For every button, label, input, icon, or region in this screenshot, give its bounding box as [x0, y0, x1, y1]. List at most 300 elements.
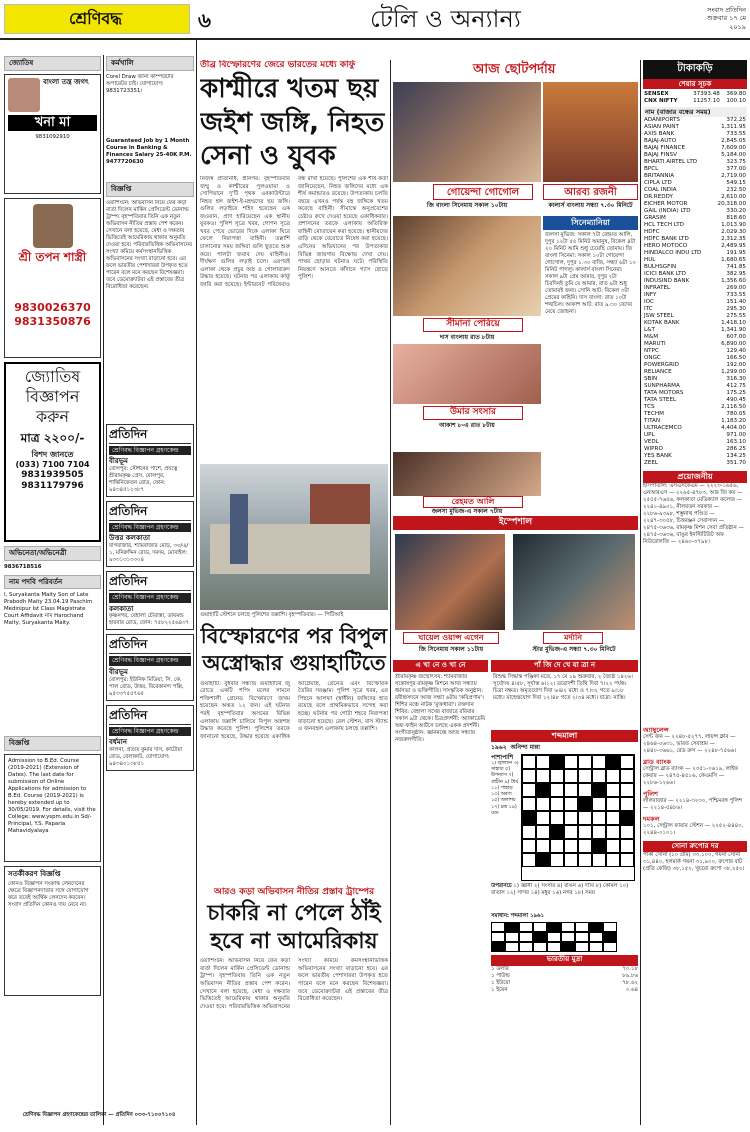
- guru-photo: [33, 204, 73, 248]
- headline-trump: চাকরি না পেলে ঠাঁই হবে না আমেরিকায়: [207, 901, 381, 955]
- abhineta-heading: অভিনেতা/অভিনেত্রী: [4, 546, 101, 561]
- stock-price: 166.50: [726, 354, 746, 361]
- table-row: [643, 306, 747, 313]
- stock-name: INDUSIND BANK: [644, 277, 690, 284]
- prev-solution: সমাধান: শব্দমালা ১৯৬১: [491, 913, 544, 919]
- stock-price: 1,356.60: [721, 277, 746, 284]
- pratidin-kendra-4: [106, 634, 194, 700]
- solution-cell: [603, 922, 617, 932]
- index-name: SENSEX: [644, 91, 669, 98]
- stock-name: UPL: [644, 431, 655, 438]
- table-row: [643, 355, 747, 362]
- kendra-area: কলকাতা: [109, 604, 134, 613]
- sabdamala-heading: শব্দমালা: [491, 730, 638, 742]
- solution-cell: [547, 922, 561, 932]
- stock-name: BAJAJ FINANCE: [644, 145, 685, 152]
- fire-list: ১০১, সেন্ট্রাল ফায়ার স্টেশন — ২২৫২-৪৪৪০, ২২৪৪-০১০১।: [643, 823, 744, 837]
- stock-price: 4,404.00: [721, 424, 746, 431]
- crossword-cell[interactable]: [564, 783, 578, 797]
- solution-cell: [603, 942, 617, 952]
- crossword-cell[interactable]: [536, 811, 550, 825]
- stock-name: BHARTI AIRTEL LTD: [644, 159, 698, 166]
- currency-name: ১ পাউন্ড: [491, 973, 510, 980]
- currency-value: ৮৯.৮৬: [622, 973, 638, 980]
- crossword-cell[interactable]: [620, 783, 634, 797]
- col-rule-3: [390, 60, 391, 1125]
- table-row: [643, 411, 747, 418]
- share-heading: শেয়ার সূচক: [643, 79, 747, 90]
- rate-ad-line-2: বিজ্ঞাপন: [25, 386, 80, 406]
- table-row: [643, 348, 747, 355]
- crossword-cell: [550, 825, 564, 839]
- section-tab: [4, 4, 190, 34]
- crossword-cell[interactable]: [592, 825, 606, 839]
- solution-cell: [575, 942, 589, 952]
- stock-price: 286.25: [726, 445, 746, 452]
- crossword-cell[interactable]: [620, 755, 634, 769]
- crossword-cell[interactable]: [522, 797, 536, 811]
- stock-name: SUNPHARMA: [644, 382, 680, 389]
- show-umar-time: আকাশ ৮-এ রাত ৮টায়: [439, 422, 495, 429]
- table-row: [643, 292, 747, 299]
- crossword-cell[interactable]: [550, 811, 564, 825]
- crossword-cell[interactable]: [550, 797, 564, 811]
- crossword-cell[interactable]: [578, 783, 592, 797]
- show-gogol-name: গোয়েন্দা গোগোল: [433, 184, 533, 200]
- table-row: [643, 180, 747, 187]
- warning-heading: সতর্কীকরণ বিজ্ঞপ্তি: [8, 870, 61, 879]
- crossword-cell[interactable]: [578, 769, 592, 783]
- puzzle-author: অনিন্দ্য মান্না: [510, 744, 540, 751]
- stock-price: 818.60: [726, 215, 746, 222]
- table-row: [643, 334, 747, 341]
- crossword-cell[interactable]: [592, 853, 606, 867]
- show-gogol-time: জি বাংলা সিনেমায় সকাল ১০টায়: [426, 202, 508, 209]
- solution-cell: [589, 922, 603, 932]
- section-title: শ্রেণিবদ্ধ: [69, 9, 123, 28]
- panjika-text: বিশুদ্ধ সিদ্ধান্ত পঞ্জিকা মতে, ১৭ মে ১৯ শুক্রবার, ২ জ্যৈষ্ঠ ১৪২৬। সূর্যোদয় ৪।৫৮, সূর্যাস্ত ৬।১২। ত্রয়োদশী তিথি দিবা ৭।২২ পর্যন্ত। চিত্রা নক্ষত্র। অমৃতযোগ দিবা ৬।৪২ মধ্যে ও ৭।৩২ গতে ৯।১৮ মধ্যে। মাহেন্দ্রযোগ দিবা ১২।৪৮ গতে ২।৩৪ মধ্যে। যাত্রা: নাস্তি।: [493, 674, 633, 702]
- clues-across: [491, 754, 519, 882]
- stock-name: BAJAJ-AUTO: [644, 138, 677, 145]
- stock-price: 733.55: [726, 131, 746, 138]
- stock-price: 134.25: [726, 452, 746, 459]
- table-row: [491, 980, 638, 987]
- special2-time: স্টার মুভিজ-এ সন্ধ্যা ৭.৩০ মিনিটে: [532, 646, 616, 653]
- solution-cell: [533, 942, 547, 952]
- crossword-cell[interactable]: [620, 769, 634, 783]
- crossword-cell[interactable]: [620, 797, 634, 811]
- stock-price: 323.75: [726, 159, 746, 166]
- crossword-cell[interactable]: [564, 811, 578, 825]
- jyotish-rate-ad: [4, 362, 101, 542]
- table-row: [643, 98, 747, 105]
- stock-price: 7,609.00: [721, 145, 746, 152]
- ambulance-heading: অ্যাম্বুলেন্স: [643, 725, 669, 734]
- table-row: [643, 439, 747, 446]
- ghayal-photo: [395, 534, 505, 630]
- crossword-cell[interactable]: [620, 825, 634, 839]
- crossword-cell[interactable]: [522, 853, 536, 867]
- table-row: [643, 369, 747, 376]
- table-row: [643, 320, 747, 327]
- down-list: ১) জ্ঞানী ২) সংসার ৪) রঙিন ৬) দাবি ৮) কোমল ১০) বাতাস ১২) সাগর ১৪) মধুর ১৬) নগর ১৮) সময়: [491, 883, 629, 897]
- crossword-cell: [536, 783, 550, 797]
- panjika-heading: পাঁ জি দে খে যা ত্রা ন: [491, 660, 638, 672]
- news-column: [200, 60, 388, 1125]
- crossword-cell[interactable]: [620, 839, 634, 853]
- solution-cell: [519, 942, 533, 952]
- puzzle-meta: [491, 744, 638, 752]
- solution-cell: [547, 942, 561, 952]
- bottom-tele: [393, 660, 638, 1030]
- warning-box: [4, 866, 101, 996]
- stock-price: 5,184.00: [721, 152, 746, 159]
- header-rule: [0, 38, 750, 40]
- stock-price: 2,029.30: [721, 229, 746, 236]
- col-rule-2: [196, 40, 197, 1125]
- cinemania-heading: সিনেম্যানিয়া: [543, 216, 638, 230]
- jyotish-ad-top: [8, 78, 97, 112]
- crossword-cell[interactable]: [606, 769, 620, 783]
- table-row: [643, 117, 747, 124]
- table-row: [643, 404, 747, 411]
- stock-name: VEDL: [644, 438, 659, 445]
- panjika-box: [491, 660, 638, 1030]
- rate-ad-phone-3: 9831179796: [21, 481, 84, 491]
- stock-name: MARUTI: [644, 340, 666, 347]
- index-value: 11257.10: [693, 98, 720, 105]
- table-row: [643, 285, 747, 292]
- stock-price: 351.70: [726, 459, 746, 466]
- pratidin-logo: প্রতিদিন: [109, 504, 191, 521]
- fire-heading: দমকল: [643, 815, 660, 824]
- table-row: [643, 383, 747, 390]
- crossword-cell[interactable]: [564, 825, 578, 839]
- naam-heading: নাম পদবি পরিবর্তন: [4, 575, 101, 590]
- crossword-cell[interactable]: [550, 853, 564, 867]
- ekhane-text: শ্রীরামকৃষ্ণ জন্মোৎসব: শ্যামবাজার সন্তোষপুর রামকৃষ্ণ মিশনে আজ সন্ধ্যায় ধর্মসভা ও ভক্তিগীতি। সাংস্কৃতিক অনুষ্ঠান: রবীন্দ্রসদনে আজ সন্ধ্যা ৬টায় 'কবিপ্রণাম'। শিশির মঞ্চে নাটক 'মুক্তধারা'। রক্তদান শিবির: বেহালা সখের বাজারে রবিবার সকাল ৯টা থেকে। চিত্রপ্রদর্শনী: অ্যাকাডেমি অফ ফাইন আর্টসে চলছে একক প্রদর্শনী। সংগীতানুষ্ঠান: জ্ঞানমঞ্চে আজ সন্ধ্যায় নজরুলগীতি।: [395, 674, 486, 744]
- table-row: [643, 222, 747, 229]
- stock-price: 741.85: [726, 264, 746, 271]
- table-row: [643, 201, 747, 208]
- crossword-cell[interactable]: [578, 825, 592, 839]
- table-row: [643, 418, 747, 425]
- currency-heading: ভারতীয় মুদ্রা: [491, 955, 638, 966]
- ekhane-heading: এ খা নে ও খা নে: [393, 660, 488, 672]
- jyotish-ad-title: বাংলা তন্ত্র জগৎ: [43, 77, 89, 86]
- solution-cell: [519, 922, 533, 932]
- issue-date: সংবাদ প্রতিদিন শুক্রবার ১৭ মে ২০১৯: [707, 6, 746, 31]
- stock-name: TATA MOTORS: [644, 389, 684, 396]
- table-row: [643, 446, 747, 453]
- bed-notice: Admission to B.Ed. Course (2019-2021) (Extension of Dates). The last date for submission of Online Applications for admission to B.Ed. Course (2019-2021) is hereby extended up to 30/05/2019. For details, visit the College: www.yspm.edu.in Sd/- Principal, Y.S. Paparia Mahavidyalaya: [4, 754, 101, 862]
- stock-price: 780.05: [726, 410, 746, 417]
- bigyapti-heading: বিজ্ঞপ্তি: [106, 182, 194, 197]
- kendra-area: উত্তর কলকাতা: [109, 534, 151, 543]
- show-arabya-name: আরব্য রজনী: [543, 184, 638, 200]
- arabya-photo: [543, 82, 638, 182]
- police-heading: পুলিশ: [643, 789, 658, 798]
- crossword-cell[interactable]: [564, 755, 578, 769]
- tele-column: [393, 60, 638, 1125]
- table-row: [643, 313, 747, 320]
- crossword-cell[interactable]: [536, 839, 550, 853]
- aaj-title: আজ ছোটপর্দায়: [473, 62, 556, 77]
- special1-name: ঘায়েল ওয়ান্স এগেন: [403, 632, 499, 644]
- crossword-cell[interactable]: [536, 755, 550, 769]
- stock-price: 1,680.65: [721, 257, 746, 264]
- index-table: [643, 91, 747, 105]
- solution-cell: [561, 922, 575, 932]
- table-row: [643, 376, 747, 383]
- crossword-cell[interactable]: [606, 839, 620, 853]
- blood-list: সেন্ট্রাল ব্লাড ব্যাংক — ২৩৫১-০৬১৯, লাইফ কেয়ার — ২৪৭৫-৪৫১৬, কেএমসি — ২২৮৬-১২৬৬।: [643, 765, 738, 786]
- currency-name: ১ ডলার: [491, 966, 509, 973]
- ekhane-box: [393, 660, 488, 1030]
- currency-name: ১ ইউরো: [491, 980, 510, 987]
- aaj-header: [393, 60, 638, 82]
- bigyapti-text: ওয়াশিংটন: অভিবাসন নিয়ে ফের কড়া বার্তা দিলেন মার্কিন প্রেসিডেন্ট ডোনাল্ড ট্রাম্প। বৃহস্পতিবার তিনি এক নতুন অভিবাসন নীতির প্রস্তাব পেশ করেন। সেখানে বলা হয়েছে, মেধা ও দক্ষতার ভিত্তিতেই আমেরিকায় থাকার অনুমতি দেওয়া হবে। পরিবারভিত্তিক অভিবাসনের সংখ্যা কমিয়ে কর্মসংস্থানভিত্তিক অভিবাসনের সংখ্যা বাড়ানো হবে। এর ফলে ভারতীয় পেশাদাররা উপকৃত হতে পারেন বলে মনে করছেন বিশেষজ্ঞরা। তবে ডেমোক্র্যাটরা এই প্রস্তাবের তীব্র বিরোধিতা করেছেন।: [106, 199, 192, 290]
- rate-ad-line-1: জ্যোতিষ: [24, 366, 81, 386]
- crossword-cell[interactable]: [522, 839, 536, 853]
- table-row: [643, 299, 747, 306]
- table-row: [643, 131, 747, 138]
- solution-cell: [575, 932, 589, 942]
- solution-cell: [533, 922, 547, 932]
- kendra-area: বীরভূম: [109, 667, 128, 676]
- proyojon-heading: প্রয়োজনীয়: [643, 471, 747, 483]
- police-list: লালবাজার — ২২১৪-৩২৩০, পশ্চিমবঙ্গ পুলিশ — ২২১৪-৫৪৮৬।: [643, 798, 742, 812]
- stock-name: M&M: [644, 333, 659, 340]
- stock-name: TATA STEEL: [644, 396, 677, 403]
- stock-table: [643, 117, 747, 466]
- astrologer-photo: [8, 78, 40, 112]
- table-row: [643, 390, 747, 397]
- crossword-cell: [592, 783, 606, 797]
- currency-value: ৭০.১৮: [622, 966, 638, 973]
- stock-name: GRASIM: [644, 215, 666, 222]
- simana-photo: [393, 216, 541, 316]
- solution-cell: [505, 942, 519, 952]
- jyotish-ad-name: খনা মা: [8, 115, 97, 131]
- crossword-cell[interactable]: [606, 797, 620, 811]
- pratidin-kendra-2: [106, 501, 194, 567]
- pratidin-kendra-3: [106, 571, 194, 630]
- stock-name: SBIN: [644, 375, 658, 382]
- pratidin-bar: শ্রেণিবদ্ধ বিজ্ঞাপন গ্রহণকেন্দ্র: [109, 727, 191, 737]
- crossword-cell[interactable]: [536, 769, 550, 783]
- stock-list-heading: নাম (বাজার বন্ধের সময়): [643, 107, 747, 117]
- stock-name: ASIAN PAINT: [644, 124, 679, 131]
- across-label: পাশাপাশি: [491, 753, 514, 761]
- crossword-cell: [620, 811, 634, 825]
- stock-price: 2,489.95: [721, 243, 746, 250]
- currency-value: ৭৮.৬২: [622, 980, 638, 987]
- table-row: [643, 453, 747, 460]
- stock-price: 295.30: [726, 305, 746, 312]
- crossword-cell[interactable]: [606, 853, 620, 867]
- crossword-cell[interactable]: [578, 811, 592, 825]
- crossword-cell[interactable]: [592, 755, 606, 769]
- show-umar-name: উমার সংসার: [423, 406, 523, 420]
- table-row: [643, 236, 747, 243]
- pratidin-logo: প্রতিদিন: [109, 708, 191, 725]
- stock-price: 192.00: [726, 361, 746, 368]
- crossword-cell[interactable]: [522, 783, 536, 797]
- stock-price: 412.75: [726, 382, 746, 389]
- crossword-cell[interactable]: [606, 811, 620, 825]
- crossword-cell[interactable]: [550, 839, 564, 853]
- stock-price: 175.25: [726, 389, 746, 396]
- stock-name: CIPLA LTD: [644, 180, 672, 187]
- stock-price: 377.00: [726, 166, 746, 173]
- stock-price: 1,341.90: [721, 326, 746, 333]
- currency-value: ০.৬৪: [625, 987, 638, 994]
- kendra-text: বাগবাজার, শ্যামবাজার মোড়, ৩৩/এ/১, মনিরুদ্দিন রোড, দমদম, মোবাইল: ৯৩৩১৩১৩৩০৪: [109, 543, 189, 564]
- crossword-cell[interactable]: [578, 839, 592, 853]
- stock-price: 2,845.05: [721, 138, 746, 145]
- karma-ad-1: Corel Draw জানা কম্পিউটার অপারেটর চাই। যোগাযোগ: 9831723351।: [106, 73, 174, 94]
- crossword-cell[interactable]: [564, 769, 578, 783]
- stock-price: 1,418.10: [721, 319, 746, 326]
- table-row: [643, 152, 747, 159]
- stock-price: 549.15: [726, 180, 746, 187]
- solution-cell: [491, 942, 505, 952]
- pratidin-kendra-5: [106, 705, 194, 771]
- index-value: 37393.48: [693, 91, 720, 98]
- naam-text: I, Suryakanta Maity Son of Late Prabodh Maity 23.04.19 Paschim Medinipur Ist Class Magistrate Court Affidavit নাম Harochand Maity, Suryakanta Maity.: [4, 592, 93, 627]
- solution-cell: [491, 922, 505, 932]
- stock-name: COAL INDIA: [644, 187, 677, 194]
- crossword-cell[interactable]: [592, 769, 606, 783]
- crossword-cell[interactable]: [536, 797, 550, 811]
- stock-price: 20,318.00: [717, 201, 746, 208]
- mardaani-photo: [513, 534, 635, 630]
- table-row: [643, 397, 747, 404]
- stock-price: 2,116.50: [721, 403, 746, 410]
- table-row: [643, 138, 747, 145]
- rehmat-photo: [393, 452, 541, 496]
- crossword-cell[interactable]: [606, 825, 620, 839]
- crossword-cell[interactable]: [522, 825, 536, 839]
- stock-name: EICHER MOTOR: [644, 201, 688, 208]
- table-row: [643, 271, 747, 278]
- stock-name: INFRATEL: [644, 284, 671, 291]
- currency-name: ১ ইয়েন: [491, 987, 508, 994]
- stock-price: 1,013.90: [721, 222, 746, 229]
- crossword-cell: [522, 811, 536, 825]
- crossword-cell[interactable]: [606, 783, 620, 797]
- crossword-cell[interactable]: [564, 839, 578, 853]
- page-header: [0, 0, 750, 52]
- page-number: ৬: [198, 8, 212, 32]
- crossword-cell[interactable]: [564, 853, 578, 867]
- table-row: [643, 229, 747, 236]
- stock-price: 2,610.00: [721, 194, 746, 201]
- crossword-cell[interactable]: [564, 797, 578, 811]
- gold-list: পাকা সোনা (১০ গ্রাম) ৩৩,১০০, গয়না সোনা ৩১,৪৪০, হলমার্ক গয়না ৩১,৯০০, রুপোর বাট (প্রতি কেজি) ৩৮,১৫০, খুচরো রুপো ৩৮,২৫০।: [643, 851, 745, 872]
- crossword-grid[interactable]: [521, 754, 635, 882]
- down-label: উপরনিচে: [491, 883, 512, 889]
- show-simana-time: দাস বাংলায় রাত ৮টায়: [439, 334, 495, 341]
- news-kicker-1: তীব্র বিস্ফোরণের জেরে ভারতের মধ্যে কার্ফু: [200, 60, 356, 70]
- story-trump: ওয়াশিংটন: অভিবাসন নিয়ে ফের কড়া বার্তা দিলেন মার্কিন প্রেসিডেন্ট ডোনাল্ড ট্রাম্প। বৃহস্পতিবার তিনি এক নতুন অভিবাসন নীতির প্রস্তাব পেশ করেন। সেখানে বলা হয়েছে, মেধা ও দক্ষতার ভিত্তিতেই আমেরিকায় থাকার অনুমতি দেওয়া হবে। পরিবারভিত্তিক অভিবাসনের সংখ্যা কমিয়ে কর্মসংস্থানভিত্তিক অভিবাসনের সংখ্যা বাড়ানো হবে। এর ফলে ভারতীয় পেশাদাররা উপকৃত হতে পারেন বলে মনে করছেন বিশেষজ্ঞরা। তবে ডেমোক্র্যাটরা এই প্রস্তাবের তীব্র বিরোধিতা করেছেন।: [200, 958, 388, 1010]
- classified-col-1: [4, 56, 101, 1128]
- table-row: [643, 91, 747, 98]
- crossword-cell[interactable]: [522, 755, 536, 769]
- kendra-area: বীরভূম: [109, 457, 128, 465]
- table-row: [643, 362, 747, 369]
- stock-price: 129.40: [726, 347, 746, 354]
- market-column: [643, 60, 747, 1125]
- headline-guwahati: বিস্ফোরণের পর বিপুল অস্ত্রোদ্ধার গুয়াহাটিতে: [200, 624, 388, 675]
- cinemania-box: [543, 216, 638, 452]
- stock-name: HINDALCO INDU LTD: [644, 250, 702, 257]
- crossword-cell[interactable]: [592, 811, 606, 825]
- stock-price: 330.20: [726, 208, 746, 215]
- classified-col-2: [106, 56, 194, 1128]
- crossword-cell[interactable]: [550, 783, 564, 797]
- stock-name: WIPRO: [644, 445, 663, 452]
- index-change: 369.80: [726, 91, 746, 98]
- rate-ad-line-3: করুন: [35, 406, 70, 426]
- stock-name: HERO MOTOCO: [644, 243, 688, 250]
- solution-cell: [561, 932, 575, 942]
- rate-ad-price: মাত্র ২২০০/-: [20, 430, 85, 445]
- puzzle-area: [491, 754, 638, 882]
- gold-heading: সোনা রুপোর দর: [643, 841, 747, 852]
- table-row: [643, 264, 747, 271]
- stock-name: HUL: [644, 257, 656, 264]
- solution-cell: [533, 932, 547, 942]
- ambulance-list: সেন্ট জন — ২২৪৮-৫২৭৭, লায়ন্স ক্লাব — ২৪৬৪-০৬৩১, ভারত সেবাশ্রম — ২৪৪০-৩৬৬১, রেড ক্রস — ২২৪৮-৭৫৬৬।: [643, 733, 737, 754]
- table-row: [643, 432, 747, 439]
- karma-ad-2: Guaranteed Job by 1 Month Course in Banking & Finances Salary 25-40K P.M. 9477720630: [106, 137, 192, 165]
- rate-ad-contact-label: বিশদ জানতে: [31, 449, 74, 459]
- stock-price: 382.95: [726, 271, 746, 277]
- stock-price: 6,890.00: [721, 340, 746, 347]
- news-kicker-2: আরও কড়া অভিবাসন নীতির প্রস্তাব ট্রাম্পের: [213, 886, 375, 897]
- table-row: [491, 987, 638, 994]
- crossword-cell: [592, 839, 606, 853]
- table-row: [643, 257, 747, 264]
- photo-train: [310, 484, 370, 524]
- special-banner: ইস্পেশাল: [393, 516, 638, 530]
- crossword-cell[interactable]: [620, 853, 634, 867]
- table-row: [643, 194, 747, 201]
- table-row: [643, 243, 747, 250]
- crossword-cell[interactable]: [578, 853, 592, 867]
- stock-price: 232.50: [726, 187, 746, 194]
- stock-name: TITAN: [644, 417, 661, 424]
- crossword-cell[interactable]: [536, 825, 550, 839]
- crossword-cell[interactable]: [578, 755, 592, 769]
- pratidin-bar: শ্রেণিবদ্ধ বিজ্ঞাপন গ্রহণকেন্দ্র: [109, 656, 191, 666]
- puzzle-number: ১৯৬২: [491, 744, 507, 751]
- table-row: [643, 173, 747, 180]
- crossword-cell: [536, 853, 550, 867]
- stock-name: POWERGRID: [644, 361, 679, 368]
- stock-name: INFY: [644, 291, 657, 298]
- crossword-cell[interactable]: [522, 769, 536, 783]
- guru-phone-2: 9831350876: [14, 314, 91, 328]
- stock-name: BAJAJ FINSV: [644, 152, 677, 159]
- crossword-cell[interactable]: [592, 797, 606, 811]
- crossword-cell[interactable]: [550, 769, 564, 783]
- solution-cell: [589, 932, 603, 942]
- story-guwahati: গুয়াহাটি: বুধবার সন্ধ্যায় গুয়াহাটির জু রোডে একটি শপিং মলের সামনে শক্তিশালী গ্রেনেড বিস্ফোরণে জখম হয়েছেন অন্তত ১২ জন। এই ঘটনার পরই বৃহস্পতিবার অসমের বিভিন্ন এলাকায় তল্লাশি চালিয়ে বিপুল অস্ত্রশস্ত্র উদ্ধার করেছে পুলিশ। পুলিশের তরফে জানানো হয়েছে, উদ্ধার হয়েছে একাধিক আগ্নেয়াস্ত্র, গ্রেনেড এবং বিস্ফোরক তৈরির সরঞ্জাম। পুলিশ সূত্রে খবর, এর পিছনে আলফা (স্বাধীন) জঙ্গিদের হাত রয়েছে বলে প্রাথমিকভাবে সন্দেহ করা হচ্ছে। ঘটনার পর গোটা শহরে নিরাপত্তা বাড়ানো হয়েছে। রেল স্টেশন, বাস স্ট্যান্ড ও জনবহুল এলাকায় চলছে তল্লাশি।: [200, 680, 388, 740]
- pratidin-logo: প্রতিদিন: [109, 637, 191, 654]
